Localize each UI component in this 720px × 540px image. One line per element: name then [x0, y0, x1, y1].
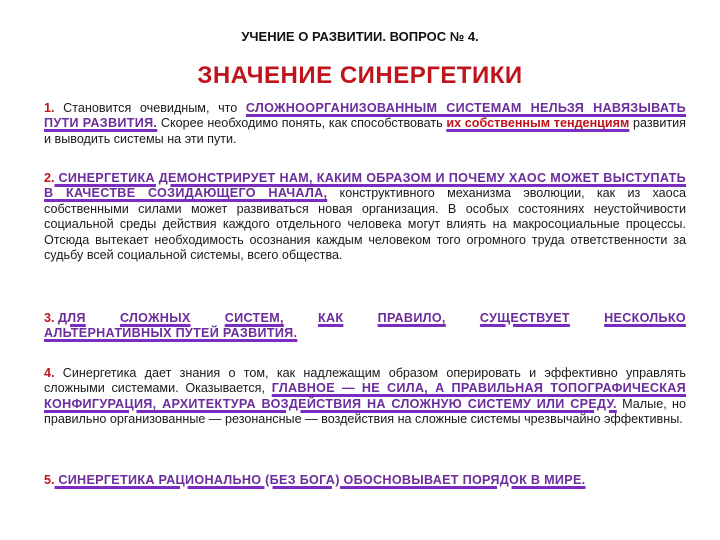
emphasis-text: их собственным тенденциям [446, 116, 630, 131]
paragraph-2 [44, 171, 686, 263]
paragraph-4 [44, 366, 686, 428]
paragraph-text: Становится очевидным, что [54, 101, 246, 115]
paragraph-3-line-1 [44, 311, 686, 326]
emphasis-text: ГЛАВНОЕ — НЕ СИЛА, А ПРАВИЛЬНАЯ ТОПОГРАФИЧЕСКАЯ КОНФИГУРАЦИЯ, АРХИТЕКТУРА ВОЗДЕЙСТВИЯ НА СЛОЖНУЮ СИСТЕМУ ИЛИ СРЕДУ. [44, 381, 686, 411]
emphasis-word: КАК [318, 311, 344, 325]
emphasis-word: СУЩЕСТВУЕТ [479, 311, 570, 325]
paragraph-5 [44, 473, 686, 488]
item-number: 2. [44, 171, 55, 185]
emphasis-text: СИНЕРГЕТИКА РАЦИОНАЛЬНО (БЕЗ БОГА) ОБОСНОВЫВАЕТ ПОРЯДОК В МИРЕ. [54, 473, 586, 487]
emphasis-text: СЛОЖНООРГАНИЗОВАННЫМ СИСТЕМАМ НЕЛЬЗЯ НАВЯЗЫВАТЬ ПУТИ РАЗВИТИЯ. [44, 101, 686, 131]
paragraph-3-line-2 [44, 326, 686, 341]
emphasis-word: ДЛЯ [58, 311, 86, 325]
emphasis-text: АЛЬТЕРНАТИВНЫХ ПУТЕЙ РАЗВИТИЯ. [44, 326, 298, 341]
paragraph-text: Малые, но правильно организованные — резонансные — воздействия на сложные системы чрезвычайно эффективны. [44, 396, 686, 427]
paragraph-text: Скорее необходимо понять, как способствовать [157, 116, 447, 131]
paragraph-text: Синергетика дает знания о том, как надлежащим образом оперировать и эффективно управлять сложными системами. Оказывается, [44, 366, 686, 396]
item-number: 5. [44, 473, 55, 487]
emphasis-text: СИНЕРГЕТИКА ДЕМОНСТРИРУЕТ НАМ, КАКИМ ОБРАЗОМ И ПОЧЕМУ ХАОС МОЖЕТ ВЫСТУПАТЬ В КАЧЕСТВЕ СОЗИДАЮЩЕГО НАЧАЛА, [44, 171, 686, 201]
slide-title: ЗНАЧЕНИЕ СИНЕРГЕТИКИ [197, 62, 523, 89]
item-number: 1. [44, 101, 55, 115]
emphasis-word: ПРАВИЛО, [377, 311, 446, 325]
emphasis-word: НЕСКОЛЬКО [604, 311, 686, 325]
emphasis-word: СЛОЖНЫХ [119, 311, 191, 325]
paragraph-3 [44, 311, 686, 342]
item-number: 3. [44, 311, 55, 325]
paragraph-text: конструктивного механизма эволюции, как из хаоса собственными силами может развиваться новая организация. В особых состояниях неустойчивости социальной среды действия каждого отдельного человека могут влиять на макросоциальные процессы. Отсюда вытекает необходимость осознания каждым человеком того огромного труда ответственности за судьбу всей социальной системы, всего общества. [44, 186, 686, 263]
slide-subtitle: УЧЕНИЕ О РАЗВИТИИ. ВОПРОС № 4. [241, 29, 479, 44]
paragraph-text: развития и выводить системы на эти пути. [44, 116, 686, 146]
paragraph-1 [44, 101, 686, 147]
emphasis-word: СИСТЕМ, [224, 311, 284, 325]
item-number: 4. [44, 366, 55, 380]
